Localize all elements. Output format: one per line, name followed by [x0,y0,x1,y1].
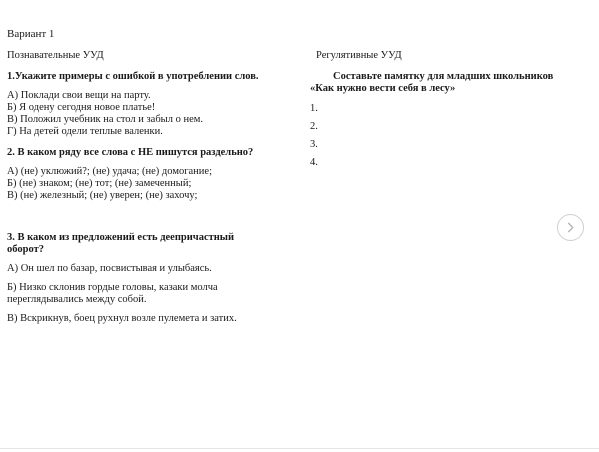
q3-answer-c: В) Вскрикнув, боец рухнул возле пулемета и затих. [7,313,237,324]
memo-item-1: 1. [310,103,318,114]
memo-item-3: 3. [310,139,318,150]
q3-answer-a: А) Он шел по базар, посвистывая и улыбаясь. [7,263,212,274]
q2-answers [7,165,212,201]
memo-task-line2: «Как нужно вести себя в лесу» [310,83,456,94]
q3-answer-b-line1: Б) Низко склонив гордые головы, казаки молча [7,282,218,293]
cognitive-heading: Познавательные УУД [7,50,104,61]
regulatory-heading: Регулятивные УУД [316,50,402,61]
bottom-divider [0,448,599,449]
next-slide-button[interactable] [557,214,584,241]
q2-answer-a: А) (не) уклюжий?; (не) удача; (не) домогание; [7,166,212,177]
q3-question-line2: оборот? [7,244,44,255]
q3-question-line1: 3. В каком из предложений есть деепричастный [7,232,235,243]
chevron-right-icon [565,222,576,233]
q2-answer-b: Б) (не) знаком; (не) тот; (не) замеченный; [7,178,192,189]
q1-answer-d: Г) На детей одели теплые валенки. [7,126,163,137]
memo-item-4: 4. [310,157,318,168]
q2-answer-c: В) (не) железный; (не) уверен; (не) захочу; [7,190,198,201]
q1-answer-a: А) Поклади свои вещи на парту. [7,90,151,101]
q1-question: 1.Укажите примеры с ошибкой в употреблении слов. [7,71,259,82]
q1-answers [7,89,203,137]
q1-answer-c: В) Положил учебник на стол и забыл о нем. [7,114,204,125]
memo-item-2: 2. [310,121,318,132]
q1-answer-b: Б) Я одену сегодня новое платье! [7,102,156,113]
q2-question: 2. В каком ряду все слова с НЕ пишутся раздельно? [7,147,254,158]
memo-task-line1: Составьте памятку для младших школьников [333,71,554,82]
q3-answer-b-line2: переглядывались между собой. [7,294,147,305]
variant-title: Вариант 1 [7,28,55,40]
